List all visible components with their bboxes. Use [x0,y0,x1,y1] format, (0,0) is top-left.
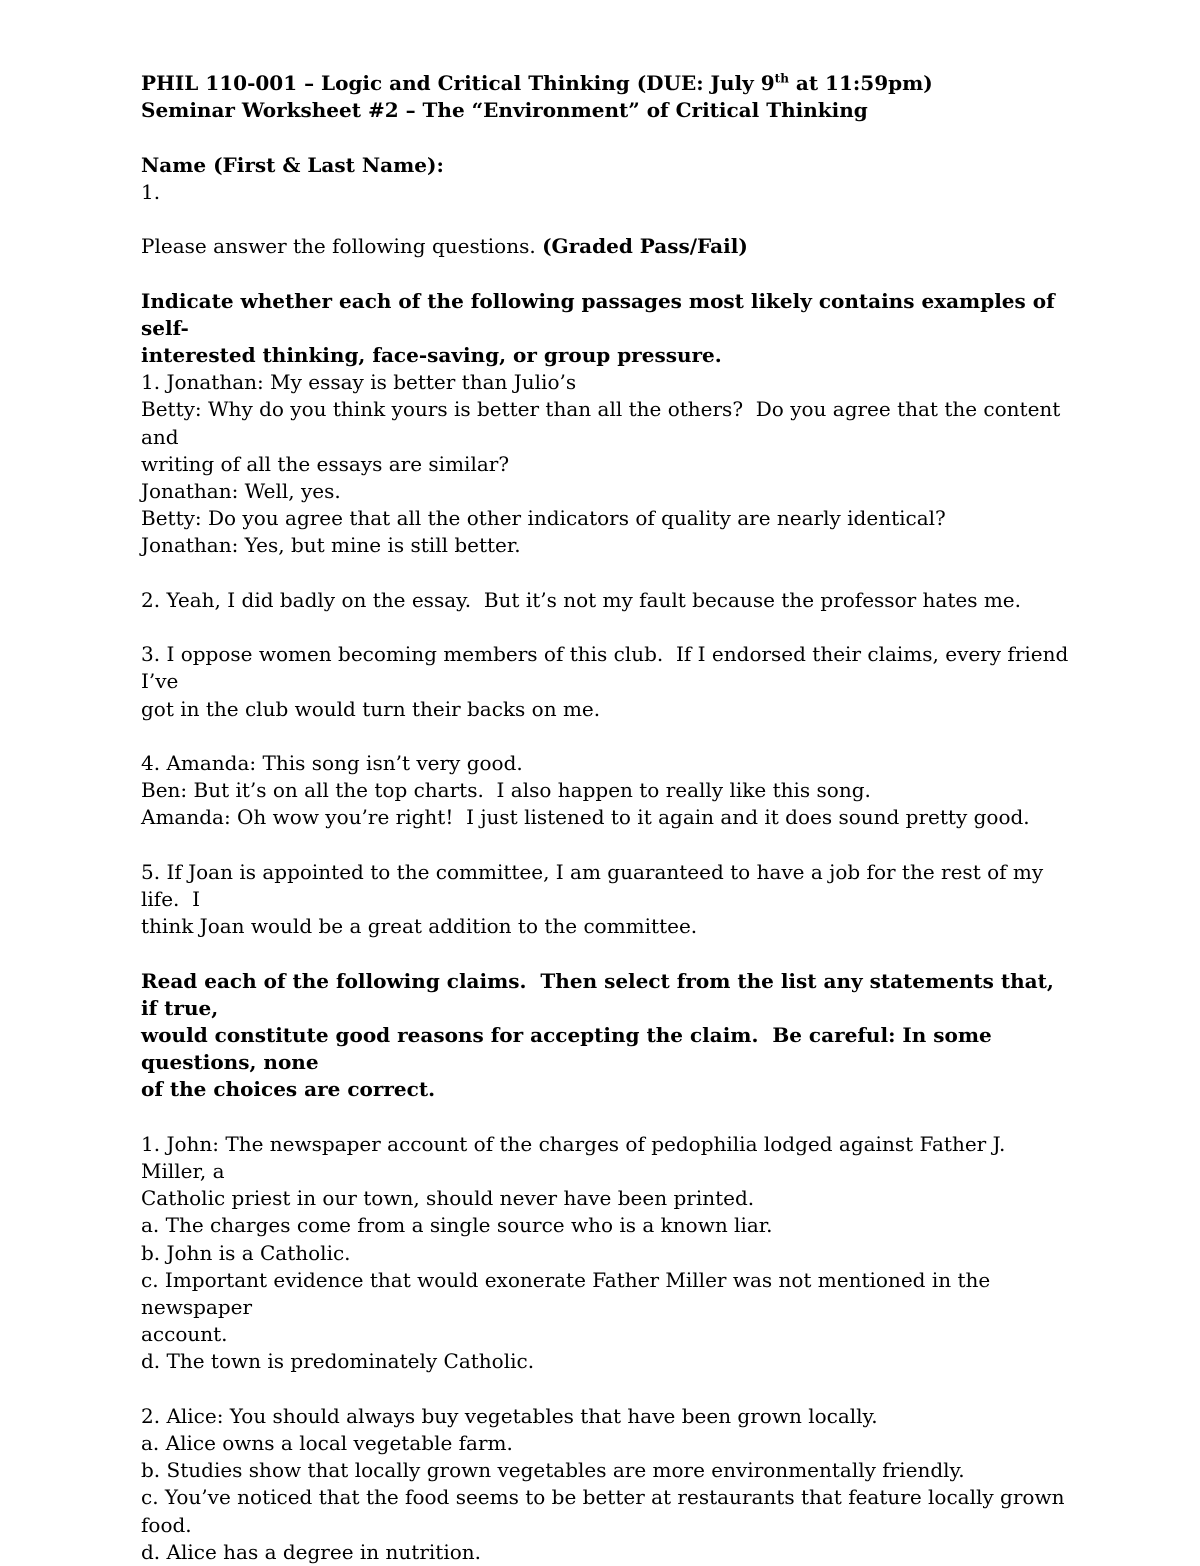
document-title [141,70,1071,97]
answer-option: d. Alice has a degree in nutrition. [141,1539,481,1564]
section2-heading-line: of the choices are correct. [141,1077,436,1102]
spacer [141,206,1071,233]
name-label: Name (First & Last Name): [141,152,444,177]
question-line: Ben: But it’s on all the top charts. I also happen to really like this song. [141,778,871,803]
spacer [141,1376,1071,1403]
section1-question-1 [141,369,1071,559]
section2-heading-line: would constitute good reasons for accepting the claim. Be careful: In some questions, none [141,1022,999,1075]
question-line: 1. Jonathan: My essay is better than Julio’s [141,370,577,395]
spacer [141,832,1071,859]
instructions [141,233,1071,260]
section2-question-1 [141,1131,1071,1376]
question-line: 3. I oppose women becoming members of this club. If I endorsed their claims, every friend I’ve [141,642,1075,694]
name-entry: 1. [141,179,161,204]
section2-question-2 [141,1403,1071,1566]
spacer [141,723,1071,750]
grading-note: (Graded Pass/Fail) [542,234,748,259]
section1-question-3 [141,641,1075,723]
section1-heading-line: Indicate whether each of the following passages most likely contains examples of self- [141,288,1062,340]
question-line: Betty: Do you agree that all the other indicators of quality are nearly identical? [141,506,946,531]
answer-option: c. You’ve noticed that the food seems to be better at restaurants that feature locally grown food. [141,1485,1071,1537]
answer-option: a. The charges come from a single source who is a known liar. [141,1213,773,1238]
section1-question-4 [141,750,1071,832]
spacer [141,614,1071,641]
answer-option: d. The town is predominately Catholic. [141,1349,535,1374]
title-superscript: th [774,71,789,86]
spacer [141,560,1071,587]
section1-heading-line: interested thinking, face-saving, or group pressure. [141,342,722,367]
answer-option: account. [141,1322,228,1347]
answer-option: b. Studies show that locally grown vegetables are more environmentally friendly. [141,1458,965,1483]
question-line: Jonathan: Well, yes. [141,479,341,503]
title-due-time: at 11:59pm) [788,71,933,95]
title-main: PHIL 110-001 – Logic and Critical Thinking (DUE: July 9 [141,71,775,95]
question-line: 2. Alice: You should always buy vegetables that have been grown locally. [141,1403,878,1428]
question-line: 2. Yeah, I did badly on the essay. But it’s not my fault because the professor hates me. [141,587,1021,612]
question-line: 4. Amanda: This song isn’t very good. [141,750,523,775]
question-line: got in the club would turn their backs on me. [141,696,601,721]
question-line: Jonathan: Yes, but mine is still better. [141,533,521,558]
question-line: 1. John: The newspaper account of the charges of pedophilia lodged against Father J. Miller, a [141,1131,1012,1183]
section1-question-5 [141,859,1071,941]
question-line: Betty: Why do you think yours is better than all the others? Do you agree that the content and [141,397,1067,449]
section1-question-2 [141,587,1071,614]
question-line: writing of all the essays are similar? [141,451,510,476]
question-line: Amanda: Oh wow you’re right! I just listened to it again and it does sound pretty good. [141,805,1030,830]
answer-option: a. Alice owns a local vegetable farm. [141,1431,513,1455]
question-line: 5. If Joan is appointed to the committee, I am guaranteed to have a job for the rest of my life. I [141,859,1050,911]
spacer [141,1104,1071,1131]
spacer [141,260,1071,287]
question-line: think Joan would be a great addition to the committee. [141,914,698,939]
question-line: Catholic priest in our town, should never have been printed. [141,1186,755,1211]
answer-option: b. John is a Catholic. [141,1240,351,1265]
spacer [141,124,1071,151]
spacer [141,940,1071,967]
worksheet-page [141,70,1075,1566]
section2-heading-line: Read each of the following claims. Then select from the list any statements that, if true, [141,968,1061,1020]
answer-option: c. Important evidence that would exonerate Father Miller was not mentioned in the newspaper [141,1267,997,1319]
document-subtitle: Seminar Worksheet #2 – The “Environment” of Critical Thinking [141,98,868,123]
instructions-text: Please answer the following questions. [141,234,543,259]
